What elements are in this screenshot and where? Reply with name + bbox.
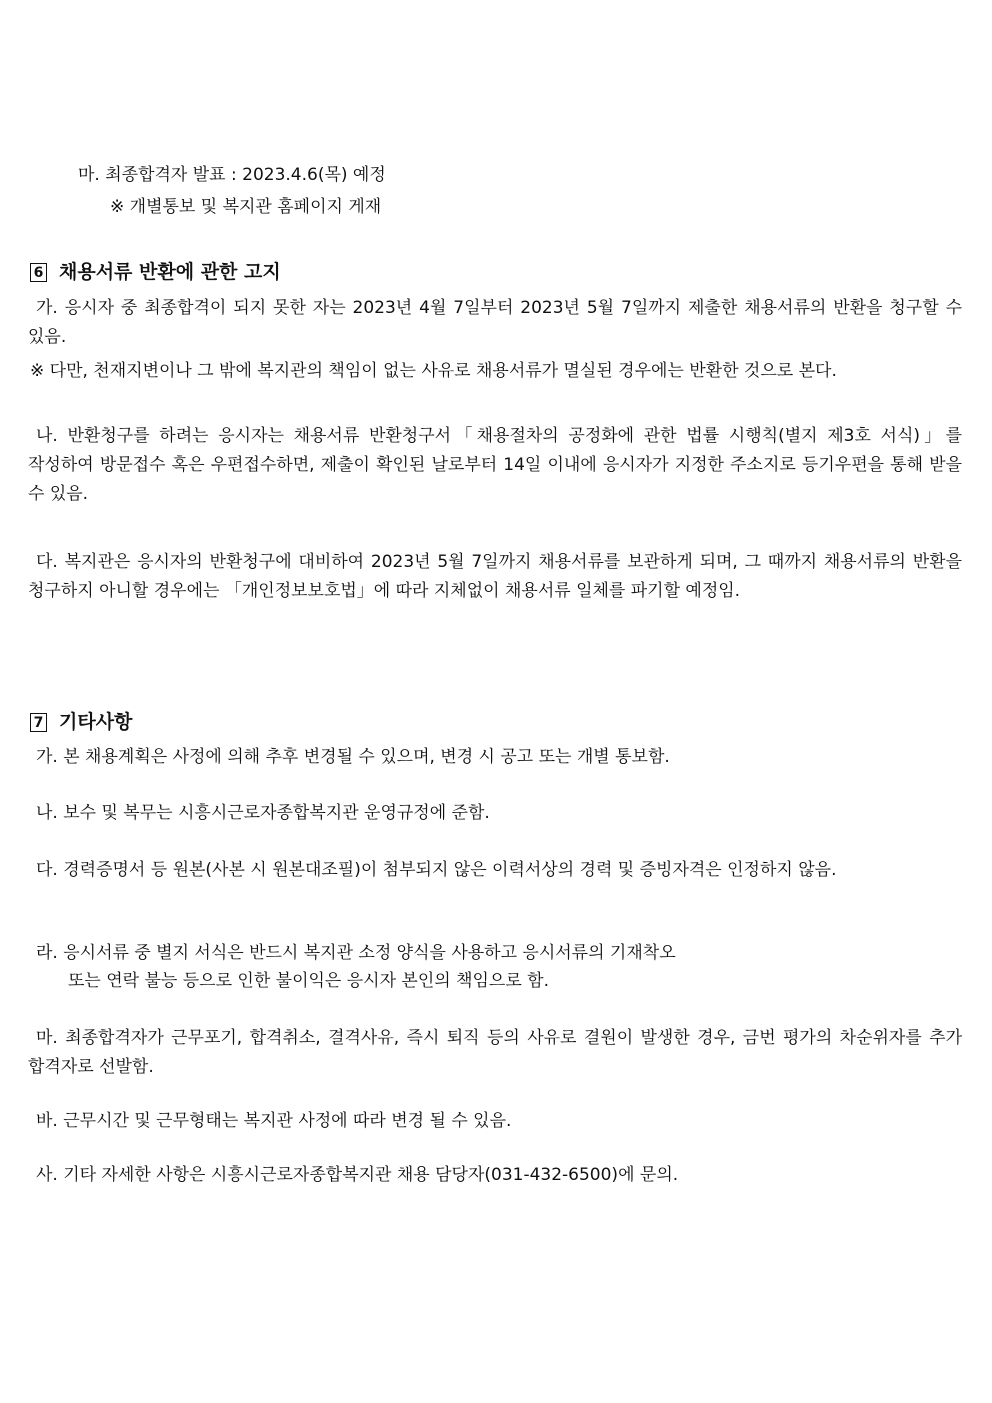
section-7-heading bbox=[30, 710, 132, 734]
section-7-item-ra-line1: 라. 응시서류 중 별지 서식은 반드시 복지관 소정 양식을 사용하고 응시서류의 기재착오 bbox=[36, 943, 676, 963]
section-7-item-sa: 사. 기타 자세한 사항은 시흥시근로자종합복지관 채용 담당자(031-432-6500)에 문의. bbox=[36, 1165, 679, 1185]
section-7-item-ba: 바. 근무시간 및 근무형태는 복지관 사정에 따라 변경 될 수 있음. bbox=[36, 1111, 512, 1131]
section-7-item-ra-line2: 또는 연락 불능 등으로 인한 불이익은 응시자 본인의 책임으로 함. bbox=[68, 971, 550, 991]
announcement-note: ※ 개별통보 및 복지관 홈페이지 게재 bbox=[110, 197, 382, 217]
section-7-item-da: 다. 경력증명서 등 원본(사본 시 원본대조필)이 첨부되지 않은 이력서상의 경력 및 증빙자격은 인정하지 않음. bbox=[36, 860, 837, 880]
section-7-item-ga: 가. 본 채용계획은 사정에 의해 추후 변경될 수 있으며, 변경 시 공고 또는 개별 통보함. bbox=[36, 747, 670, 767]
section-6-item-na: 나. 반환청구를 하려는 응시자는 채용서류 반환청구서「채용절차의 공정화에 관한 법률 시행칙(별지 제3호 서식)」를 작성하여 방문접수 혹은 우편접수하면, 제출이 확인된 날로부터 14일 이내에 응시자가 지정한 주소지로 등기우편을 통해 받을 수 있음. bbox=[28, 426, 962, 504]
section-6-item-ga: 가. 응시자 중 최종합격이 되지 못한 자는 2023년 4월 7일부터 2023년 5월 7일까지 제출한 채용서류의 반환을 청구할 수 있음. bbox=[28, 298, 962, 347]
section-7-item-na: 나. 보수 및 복무는 시흥시근로자종합복지관 운영규정에 준함. bbox=[36, 803, 490, 823]
section-6-title: 채용서류 반환에 관한 고지 bbox=[59, 261, 281, 283]
section-7-item-ma: 마. 최종합격자가 근무포기, 합격취소, 결격사유, 즉시 퇴직 등의 사유로 결원이 발생한 경우, 금번 평가의 차순위자를 추가 합격자로 선발함. bbox=[28, 1028, 962, 1077]
final-announcement: 마. 최종합격자 발표 : 2023.4.6(목) 예정 bbox=[78, 165, 386, 185]
section-6-item-ga-note: ※ 다만, 천재지변이나 그 밖에 복지관의 책임이 없는 사유로 채용서류가 멸실된 경우에는 반환한 것으로 본다. bbox=[30, 361, 837, 381]
section-7-title: 기타사항 bbox=[59, 711, 133, 733]
section-6-heading bbox=[30, 260, 281, 284]
section-6-item-da: 다. 복지관은 응시자의 반환청구에 대비하여 2023년 5월 7일까지 채용서류를 보관하게 되며, 그 때까지 채용서류의 반환을 청구하지 아니할 경우에는 「개인정보보호법」에 따라 지체없이 채용서류 일체를 파기할 예정임. bbox=[28, 552, 962, 601]
section-6-number: 6 bbox=[30, 263, 47, 282]
section-7-number: 7 bbox=[30, 713, 47, 732]
